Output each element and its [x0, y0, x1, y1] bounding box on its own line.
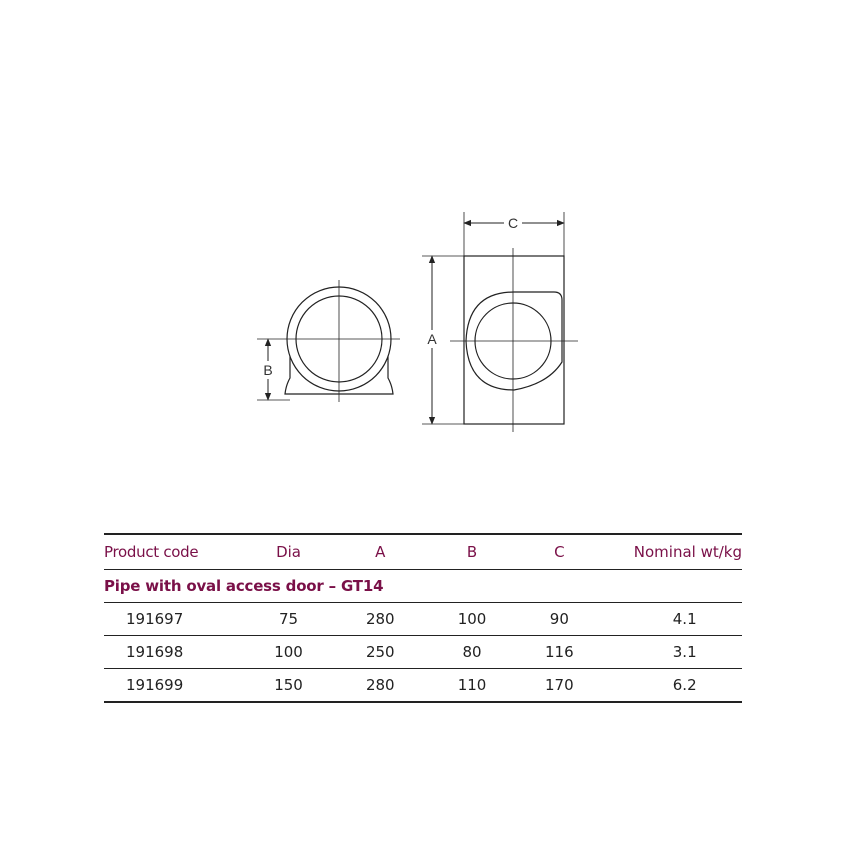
- cell-a: 280: [328, 669, 433, 703]
- header-dia: Dia: [249, 534, 327, 570]
- table-row: [104, 603, 742, 636]
- cell-dia: 100: [249, 636, 327, 669]
- cell-nominal-weight: 3.1: [607, 636, 742, 669]
- cell-product-code: 191699: [104, 669, 249, 703]
- cell-c: 90: [511, 603, 607, 636]
- header-product-code: Product code: [104, 534, 249, 570]
- cell-nominal-weight: 4.1: [607, 603, 742, 636]
- cell-b: 80: [433, 636, 511, 669]
- section-row: [104, 570, 742, 603]
- cell-b: 110: [433, 669, 511, 703]
- table-row: [104, 669, 742, 703]
- table-header-row: [104, 534, 742, 570]
- cell-dia: 150: [249, 669, 327, 703]
- section-title: Pipe with oval access door – GT14: [104, 570, 742, 603]
- header-c: C: [511, 534, 607, 570]
- cell-a: 250: [328, 636, 433, 669]
- side-elevation-view: [422, 212, 578, 432]
- cell-b: 100: [433, 603, 511, 636]
- cell-nominal-weight: 6.2: [607, 669, 742, 703]
- cell-c: 170: [511, 669, 607, 703]
- product-spec-table: [104, 533, 742, 703]
- dimension-b-label: B: [263, 362, 273, 378]
- header-b: B: [433, 534, 511, 570]
- header-a: A: [328, 534, 433, 570]
- table-row: [104, 636, 742, 669]
- cell-product-code: 191697: [104, 603, 249, 636]
- cell-product-code: 191698: [104, 636, 249, 669]
- dimension-c-label: C: [507, 215, 519, 231]
- cell-dia: 75: [249, 603, 327, 636]
- pipe-body-outline: [464, 256, 564, 424]
- end-elevation-view: [257, 280, 400, 402]
- header-nominal-weight: Nominal wt/kg: [607, 534, 742, 570]
- cell-a: 280: [328, 603, 433, 636]
- cell-c: 116: [511, 636, 607, 669]
- dimension-a-label: A: [427, 331, 437, 347]
